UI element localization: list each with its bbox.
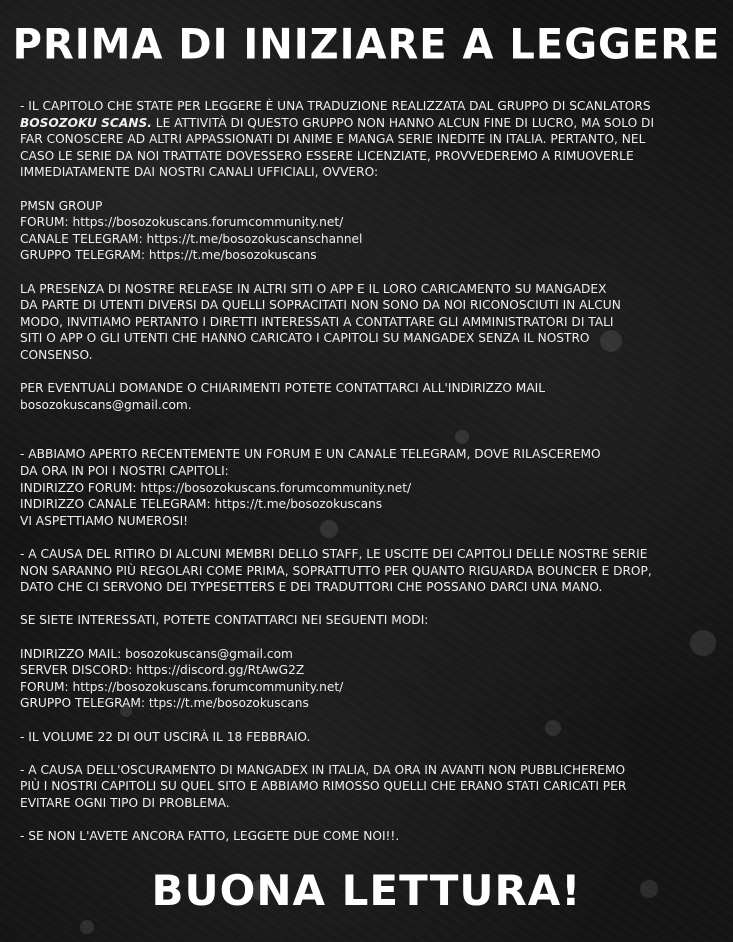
page-title: PRIMA DI INIZIARE A LEGGERE [12,20,721,70]
staff-notice-line-2: NON SARANNO PIÙ REGOLARI COME PRIMA, SOPRATTUTTO PER QUANTO RIGUARDA BOUNCER E DROP, [20,563,652,578]
intro-line-2: BOSOZOKU SCANS. LE ATTIVITÀ DI QUESTO GRUPPO NON HANNO ALCUN FINE DI LUCRO, MA SOLO DI [20,115,655,130]
release-notice-line-2: DA PARTE DI UTENTI DIVERSI DA QUELLI SOPRACITATI NON SONO DA NOI RICONOSCIUTI IN ALCUN [20,298,621,313]
release-notice-line-1: LA PRESENZA DI NOSTRE RELEASE IN ALTRI SITI O APP E IL LORO CARICAMENTO SU MANGADEX [20,281,607,296]
forum-notice-line-2: DA ORA IN POI I NOSTRI CAPITOLI: [20,464,229,479]
intro-line-1: - IL CAPITOLO CHE STATE PER LEGGERE È UNA TRADUZIONE REALIZZATA DAL GRUPPO DI SCANLATORS [20,99,651,113]
closing-title: BUONA LETTURA! [151,866,582,915]
see-you-text: VI ASPETTIAMO NUMEROSI! [20,513,189,528]
brand-name: BOSOZOKU SCANS. [20,115,152,130]
group-telegram-link[interactable]: GRUPPO TELEGRAM: https://t.me/bosozokuscans [20,248,317,263]
mangadex-notice-line-1: - A CAUSA DELL'OSCURAMENTO DI MANGADEX IN ITALIA, DA ORA IN AVANTI NON PUBBLICHEREMO [20,762,626,777]
mangadex-notice-line-3: EVITARE OGNI TIPO DI PROBLEMA. [20,795,230,810]
intro-line-4: CASO LE SERIE DA NOI TRATTATE DOVESSERO ESSERE LICENZIATE, PROVVEDEREMO A RIMUOVERLE [20,148,634,163]
contact-forum-link[interactable]: FORUM: https://bosozokuscans.forumcommunity.net/ [20,679,344,694]
contact-question-text: PER EVENTUALI DOMANDE O CHIARIMENTI POTETE CONTATTARCI ALL'INDIRIZZO MAIL [20,381,546,396]
notice-body [20,98,720,845]
channel-forum-link[interactable]: FORUM: https://bosozokuscans.forumcommunity.net/ [20,215,344,230]
staff-notice-line-1: - A CAUSA DEL RITIRO DI ALCUNI MEMBRI DELLO STAFF, LE USCITE DEI CAPITOLI DELLE NOSTRE SERIE [20,547,648,562]
contact-mail-link[interactable]: INDIRIZZO MAIL: bosozokuscans@gmail.com [20,646,293,661]
contact-telegram-link[interactable]: GRUPPO TELEGRAM: ttps://t.me/bosozokuscans [20,696,309,711]
interested-text: SE SIETE INTERESSATI, POTETE CONTATTARCI NEI SEGUENTI MODI: [20,613,429,628]
release-notice-line-3: MODO, INVITIAMO PERTANTO I DIRETTI INTERESSATI A CONTATTARE GLI AMMINISTRATORI DI TALI [20,314,614,329]
intro-line-3: FAR CONOSCERE AD ALTRI APPASSIONATI DI ANIME E MANGA SERIE INEDITE IN ITALIA. PERTANTO, NEL [20,132,646,147]
read-due-text: - SE NON L'AVETE ANCORA FATTO, LEGGETE DUE COME NOI!!. [20,829,400,844]
contact-email-link[interactable]: bosozokuscans@gmail.com. [20,397,192,412]
channel-group: PMSN GROUP [20,198,103,213]
release-notice-line-4: SITI O APP O GLI UTENTI CHE HANNO CARICATO I CAPITOLI SU MANGADEX SENZA IL NOSTRO [20,331,590,346]
forum-notice-line-1: - ABBIAMO APERTO RECENTEMENTE UN FORUM E UN CANALE TELEGRAM, DOVE RILASCEREMO [20,447,601,462]
contact-discord-link[interactable]: SERVER DISCORD: https://discord.gg/RtAwG2Z [20,663,305,678]
release-notice-line-5: CONSENSO. [20,347,93,362]
mangadex-notice-line-2: PIÙ I NOSTRI CAPITOLI SU QUEL SITO E ABBIAMO RIMOSSO QUELLI CHE ERANO STATI CARICATI PER [20,779,627,794]
volume-release-text: - IL VOLUME 22 DI OUT USCIRÀ IL 18 FEBBRAIO. [20,729,311,744]
channel-telegram-link[interactable]: CANALE TELEGRAM: https://t.me/bosozokuscanschannel [20,231,363,246]
staff-notice-line-3: DATO CHE CI SERVONO DEI TYPESETTERS E DEI TRADUTTORI CHE POSSANO DARCI UNA MANO. [20,580,603,595]
forum-address-link[interactable]: INDIRIZZO FORUM: https://bosozokuscans.forumcommunity.net/ [20,480,412,495]
intro-line-5: IMMEDIATAMENTE DAI NOSTRI CANALI UFFICIALI, OVVERO: [20,165,379,180]
telegram-channel-address-link[interactable]: INDIRIZZO CANALE TELEGRAM: https://t.me/bosozokuscans [20,497,383,512]
